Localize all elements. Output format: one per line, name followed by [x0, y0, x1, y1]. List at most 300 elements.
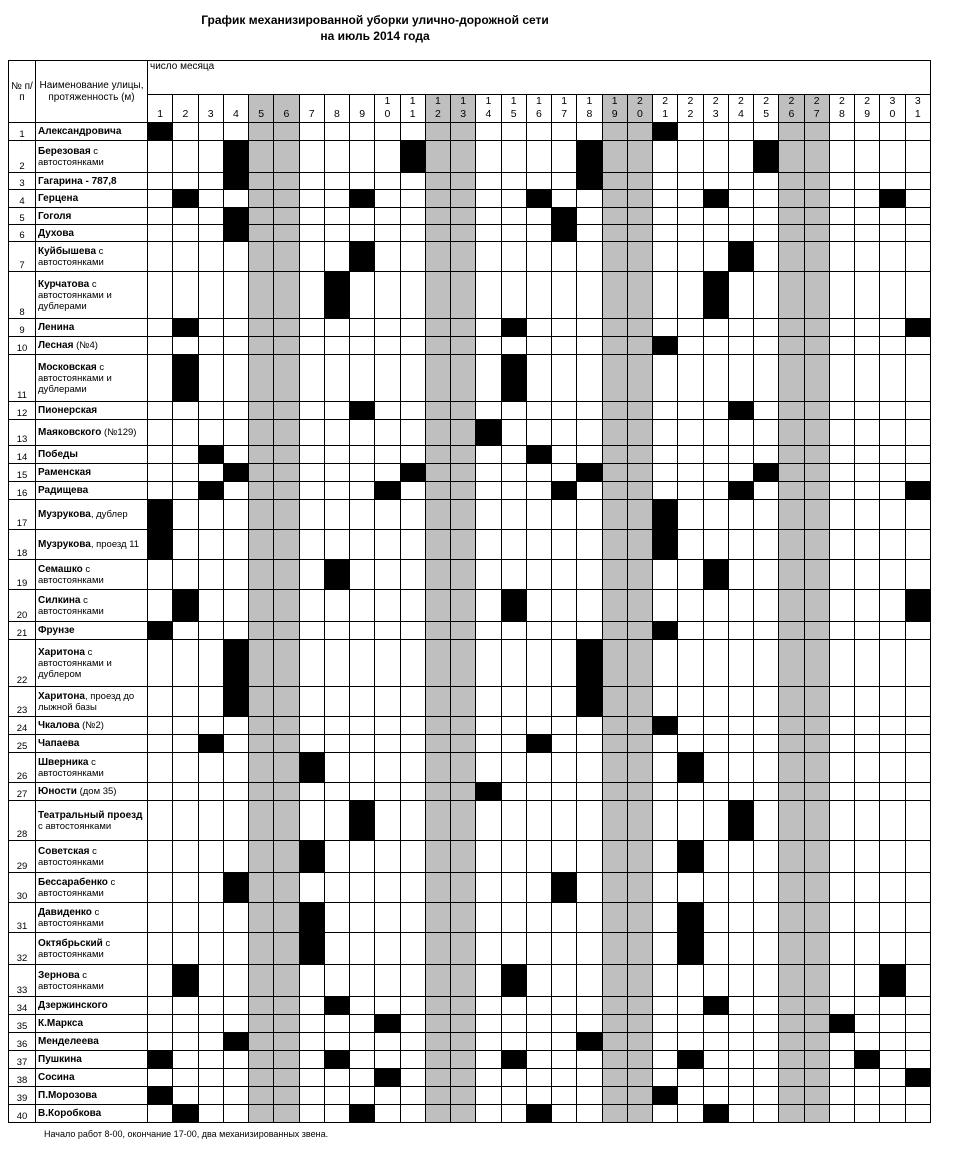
document-title: [0, 12, 750, 44]
weekend-cell: [249, 560, 274, 590]
empty-cell: [148, 337, 173, 355]
empty-cell: [526, 717, 551, 735]
empty-cell: [754, 355, 779, 402]
street-name: [36, 903, 148, 933]
street-name-bold: Харитона: [38, 646, 85, 658]
day-header: 4: [223, 95, 248, 123]
row-number: 30: [9, 873, 36, 903]
empty-cell: [880, 753, 905, 783]
empty-cell: [678, 123, 703, 141]
weekend-cell: [779, 801, 804, 841]
empty-cell: [829, 173, 854, 190]
empty-cell: [526, 873, 551, 903]
table-row: [9, 482, 931, 500]
empty-cell: [299, 208, 324, 225]
empty-cell: [324, 903, 349, 933]
empty-cell: [400, 319, 425, 337]
empty-cell: [577, 272, 602, 319]
empty-cell: [703, 141, 728, 173]
street-name: [36, 965, 148, 997]
street-name-suffix: , проезд до лыжной базы: [38, 690, 135, 713]
empty-cell: [198, 560, 223, 590]
empty-cell: [299, 1069, 324, 1087]
cleaning-day-cell: [148, 123, 173, 141]
empty-cell: [703, 622, 728, 640]
empty-cell: [526, 560, 551, 590]
empty-cell: [905, 687, 931, 717]
row-number: 8: [9, 272, 36, 319]
weekend-cell: [804, 1015, 829, 1033]
table-row: [9, 590, 931, 622]
empty-cell: [754, 590, 779, 622]
empty-cell: [350, 355, 375, 402]
weekend-cell: [804, 640, 829, 687]
street-name: [36, 1087, 148, 1105]
weekend-cell: [779, 933, 804, 965]
empty-cell: [223, 530, 248, 560]
weekend-cell: [804, 1087, 829, 1105]
empty-cell: [905, 753, 931, 783]
empty-cell: [880, 590, 905, 622]
empty-cell: [198, 355, 223, 402]
empty-cell: [880, 783, 905, 801]
empty-cell: [476, 903, 501, 933]
weekend-cell: [602, 873, 627, 903]
empty-cell: [324, 1087, 349, 1105]
table-row: [9, 801, 931, 841]
empty-cell: [880, 801, 905, 841]
empty-cell: [501, 1033, 526, 1051]
empty-cell: [324, 1015, 349, 1033]
weekend-cell: [627, 933, 652, 965]
empty-cell: [400, 1087, 425, 1105]
weekend-cell: [425, 717, 450, 735]
empty-cell: [678, 530, 703, 560]
empty-cell: [501, 225, 526, 242]
empty-cell: [653, 402, 678, 420]
weekend-cell: [274, 903, 299, 933]
empty-cell: [375, 225, 400, 242]
weekend-cell: [602, 272, 627, 319]
weekend-cell: [804, 933, 829, 965]
row-number: 15: [9, 464, 36, 482]
empty-cell: [501, 903, 526, 933]
empty-cell: [198, 640, 223, 687]
empty-cell: [754, 402, 779, 420]
day-header: 2 0: [627, 95, 652, 123]
street-name: [36, 464, 148, 482]
weekend-cell: [779, 1087, 804, 1105]
empty-cell: [754, 482, 779, 500]
row-number: 34: [9, 997, 36, 1015]
empty-cell: [678, 337, 703, 355]
weekend-cell: [627, 123, 652, 141]
empty-cell: [728, 997, 753, 1015]
empty-cell: [653, 753, 678, 783]
empty-cell: [905, 841, 931, 873]
weekend-cell: [451, 355, 476, 402]
weekend-cell: [779, 622, 804, 640]
empty-cell: [476, 640, 501, 687]
row-number: 11: [9, 355, 36, 402]
street-name-bold: Музрукова: [38, 509, 91, 520]
empty-cell: [905, 1087, 931, 1105]
street-name: [36, 717, 148, 735]
empty-cell: [577, 337, 602, 355]
empty-cell: [375, 560, 400, 590]
table-row: [9, 873, 931, 903]
empty-cell: [375, 500, 400, 530]
weekend-cell: [804, 622, 829, 640]
weekend-cell: [425, 319, 450, 337]
weekend-cell: [274, 687, 299, 717]
weekend-cell: [602, 841, 627, 873]
weekend-cell: [804, 717, 829, 735]
day-header: 1 0: [375, 95, 400, 123]
empty-cell: [552, 717, 577, 735]
weekend-cell: [249, 402, 274, 420]
empty-cell: [324, 622, 349, 640]
weekend-cell: [274, 482, 299, 500]
weekend-cell: [627, 272, 652, 319]
empty-cell: [350, 337, 375, 355]
weekend-cell: [779, 208, 804, 225]
empty-cell: [855, 1015, 880, 1033]
empty-cell: [526, 801, 551, 841]
empty-cell: [653, 420, 678, 446]
empty-cell: [728, 173, 753, 190]
empty-cell: [552, 965, 577, 997]
weekend-cell: [451, 208, 476, 225]
street-name: [36, 560, 148, 590]
weekend-cell: [451, 190, 476, 208]
empty-cell: [350, 965, 375, 997]
empty-cell: [829, 464, 854, 482]
empty-cell: [173, 801, 198, 841]
empty-cell: [577, 801, 602, 841]
empty-cell: [501, 190, 526, 208]
empty-cell: [198, 753, 223, 783]
empty-cell: [324, 337, 349, 355]
weekend-cell: [425, 687, 450, 717]
table-row: [9, 337, 931, 355]
table-row: [9, 173, 931, 190]
empty-cell: [653, 801, 678, 841]
empty-cell: [350, 1015, 375, 1033]
weekend-cell: [274, 173, 299, 190]
empty-cell: [223, 560, 248, 590]
weekend-cell: [451, 242, 476, 272]
empty-cell: [728, 873, 753, 903]
empty-cell: [855, 482, 880, 500]
empty-cell: [173, 500, 198, 530]
row-number: 9: [9, 319, 36, 337]
empty-cell: [476, 965, 501, 997]
weekend-cell: [274, 337, 299, 355]
empty-cell: [173, 530, 198, 560]
empty-cell: [526, 1051, 551, 1069]
weekend-cell: [627, 173, 652, 190]
empty-cell: [324, 242, 349, 272]
weekend-cell: [425, 123, 450, 141]
empty-cell: [324, 482, 349, 500]
empty-cell: [173, 141, 198, 173]
empty-cell: [299, 242, 324, 272]
empty-cell: [703, 873, 728, 903]
empty-cell: [476, 225, 501, 242]
empty-cell: [678, 1069, 703, 1087]
cleaning-day-cell: [552, 225, 577, 242]
empty-cell: [855, 1069, 880, 1087]
empty-cell: [148, 1069, 173, 1087]
empty-cell: [703, 687, 728, 717]
day-header: 3 0: [880, 95, 905, 123]
empty-cell: [855, 402, 880, 420]
weekend-cell: [602, 402, 627, 420]
schedule-table: [8, 60, 931, 1123]
empty-cell: [678, 355, 703, 402]
empty-cell: [703, 1069, 728, 1087]
empty-cell: [526, 355, 551, 402]
empty-cell: [350, 1087, 375, 1105]
empty-cell: [703, 225, 728, 242]
empty-cell: [855, 1087, 880, 1105]
empty-cell: [223, 446, 248, 464]
empty-cell: [829, 242, 854, 272]
empty-cell: [526, 420, 551, 446]
street-name: [36, 783, 148, 801]
empty-cell: [552, 1033, 577, 1051]
empty-cell: [703, 464, 728, 482]
empty-cell: [173, 735, 198, 753]
empty-cell: [299, 337, 324, 355]
weekend-cell: [249, 640, 274, 687]
empty-cell: [653, 735, 678, 753]
weekend-cell: [249, 355, 274, 402]
weekend-cell: [425, 173, 450, 190]
empty-cell: [501, 841, 526, 873]
street-name-bold: Березовая: [38, 145, 91, 157]
empty-cell: [173, 841, 198, 873]
cleaning-day-cell: [350, 801, 375, 841]
table-row: [9, 933, 931, 965]
cleaning-day-cell: [198, 446, 223, 464]
weekend-cell: [451, 590, 476, 622]
row-number: 36: [9, 1033, 36, 1051]
empty-cell: [905, 355, 931, 402]
empty-cell: [905, 622, 931, 640]
empty-cell: [703, 337, 728, 355]
empty-cell: [299, 530, 324, 560]
weekend-cell: [602, 590, 627, 622]
day-header: 1 2: [425, 95, 450, 123]
empty-cell: [855, 590, 880, 622]
empty-cell: [754, 123, 779, 141]
empty-cell: [728, 640, 753, 687]
weekend-cell: [627, 420, 652, 446]
weekend-cell: [249, 590, 274, 622]
empty-cell: [552, 933, 577, 965]
empty-cell: [754, 1105, 779, 1123]
weekend-cell: [274, 873, 299, 903]
weekend-cell: [602, 997, 627, 1015]
weekend-cell: [602, 225, 627, 242]
weekend-cell: [627, 1015, 652, 1033]
street-name-suffix: (№4): [73, 340, 98, 351]
empty-cell: [552, 242, 577, 272]
empty-cell: [703, 319, 728, 337]
empty-cell: [678, 319, 703, 337]
weekend-cell: [779, 464, 804, 482]
weekend-cell: [627, 242, 652, 272]
empty-cell: [880, 402, 905, 420]
empty-cell: [148, 1015, 173, 1033]
weekend-cell: [627, 141, 652, 173]
empty-cell: [400, 500, 425, 530]
weekend-cell: [779, 753, 804, 783]
empty-cell: [476, 1087, 501, 1105]
weekend-cell: [804, 560, 829, 590]
empty-cell: [703, 640, 728, 687]
empty-cell: [829, 337, 854, 355]
empty-cell: [223, 1015, 248, 1033]
weekend-cell: [779, 687, 804, 717]
row-number: 19: [9, 560, 36, 590]
empty-cell: [501, 783, 526, 801]
weekend-cell: [274, 933, 299, 965]
empty-cell: [223, 242, 248, 272]
empty-cell: [350, 173, 375, 190]
empty-cell: [728, 141, 753, 173]
day-header: 3 1: [905, 95, 931, 123]
empty-cell: [375, 1051, 400, 1069]
weekend-cell: [602, 801, 627, 841]
empty-cell: [375, 1087, 400, 1105]
cleaning-day-cell: [350, 190, 375, 208]
weekend-cell: [451, 903, 476, 933]
weekend-cell: [602, 337, 627, 355]
empty-cell: [223, 420, 248, 446]
weekend-cell: [779, 841, 804, 873]
empty-cell: [299, 446, 324, 464]
street-name: [36, 841, 148, 873]
empty-cell: [678, 190, 703, 208]
empty-cell: [829, 640, 854, 687]
empty-cell: [678, 873, 703, 903]
cleaning-day-cell: [577, 640, 602, 687]
weekend-cell: [274, 208, 299, 225]
empty-cell: [703, 420, 728, 446]
weekend-cell: [451, 1015, 476, 1033]
table-row: [9, 208, 931, 225]
empty-cell: [552, 590, 577, 622]
weekend-cell: [425, 141, 450, 173]
weekend-cell: [451, 1033, 476, 1051]
empty-cell: [324, 319, 349, 337]
empty-cell: [299, 355, 324, 402]
street-name-suffix: , проезд 11: [90, 539, 140, 550]
empty-cell: [855, 560, 880, 590]
empty-cell: [476, 141, 501, 173]
empty-cell: [299, 717, 324, 735]
empty-cell: [148, 873, 173, 903]
empty-cell: [880, 242, 905, 272]
empty-cell: [375, 530, 400, 560]
weekend-cell: [249, 873, 274, 903]
empty-cell: [476, 173, 501, 190]
cleaning-day-cell: [375, 1015, 400, 1033]
empty-cell: [552, 420, 577, 446]
empty-cell: [754, 1051, 779, 1069]
weekend-cell: [249, 173, 274, 190]
weekend-cell: [274, 997, 299, 1015]
day-header: 1 1: [400, 95, 425, 123]
empty-cell: [148, 801, 173, 841]
empty-cell: [552, 841, 577, 873]
weekend-cell: [779, 530, 804, 560]
empty-cell: [905, 272, 931, 319]
street-name: [36, 500, 148, 530]
empty-cell: [577, 717, 602, 735]
empty-cell: [400, 622, 425, 640]
empty-cell: [855, 272, 880, 319]
empty-cell: [148, 190, 173, 208]
weekend-cell: [274, 1033, 299, 1051]
empty-cell: [754, 530, 779, 560]
empty-cell: [375, 622, 400, 640]
row-number: 39: [9, 1087, 36, 1105]
empty-cell: [324, 783, 349, 801]
empty-cell: [526, 402, 551, 420]
empty-cell: [501, 753, 526, 783]
empty-cell: [299, 402, 324, 420]
empty-cell: [148, 141, 173, 173]
empty-cell: [476, 590, 501, 622]
empty-cell: [223, 735, 248, 753]
empty-cell: [728, 735, 753, 753]
empty-cell: [703, 355, 728, 402]
empty-cell: [829, 841, 854, 873]
empty-cell: [678, 402, 703, 420]
empty-cell: [577, 903, 602, 933]
empty-cell: [350, 482, 375, 500]
street-name-bold: Дзержинского: [38, 1000, 108, 1011]
empty-cell: [198, 1033, 223, 1051]
empty-cell: [148, 783, 173, 801]
empty-cell: [198, 1051, 223, 1069]
empty-cell: [198, 687, 223, 717]
empty-cell: [829, 965, 854, 997]
weekend-cell: [249, 420, 274, 446]
empty-cell: [501, 123, 526, 141]
weekend-cell: [249, 622, 274, 640]
weekend-cell: [627, 560, 652, 590]
weekend-cell: [274, 355, 299, 402]
title-line-1: График механизированной уборки улично-дорожной сети: [201, 13, 549, 27]
street-name: [36, 355, 148, 402]
weekend-cell: [804, 841, 829, 873]
empty-cell: [476, 753, 501, 783]
empty-cell: [375, 190, 400, 208]
cleaning-day-cell: [148, 1087, 173, 1105]
day-header: 1 8: [577, 95, 602, 123]
empty-cell: [526, 319, 551, 337]
empty-cell: [905, 560, 931, 590]
empty-cell: [223, 319, 248, 337]
empty-cell: [148, 402, 173, 420]
empty-cell: [552, 123, 577, 141]
empty-cell: [526, 640, 551, 687]
